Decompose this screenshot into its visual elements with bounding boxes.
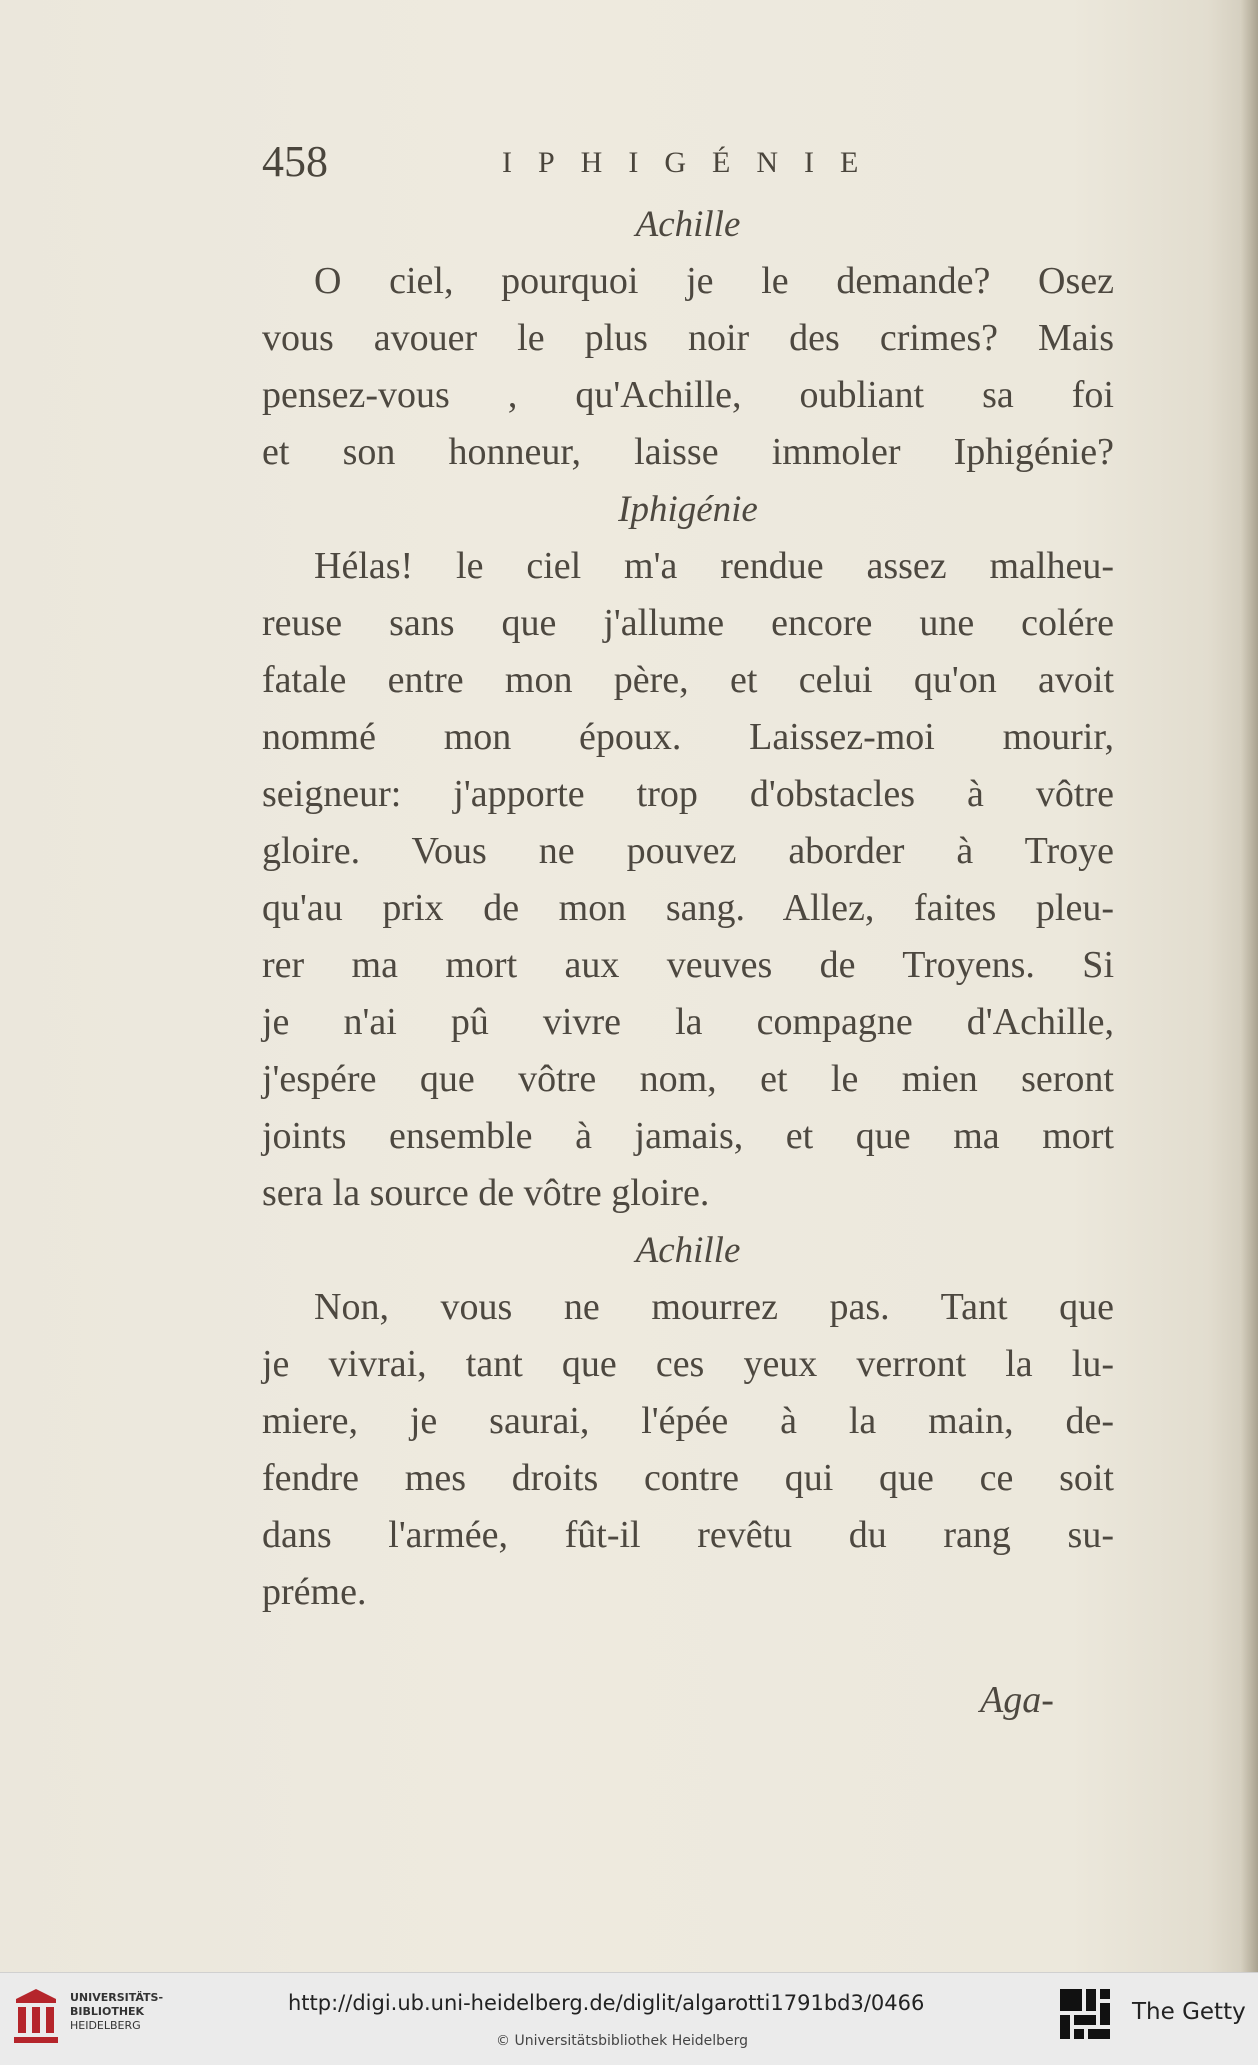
partner-name: The Getty — [1132, 1999, 1246, 2025]
speaker-name: Achille — [635, 204, 741, 245]
speech-line: pensez-vous , qu'Achille, oubliant sa foi — [262, 374, 1114, 416]
speaker-name: Iphigénie — [618, 489, 758, 530]
speech-line: rer ma mort aux veuves de Troyens. Si — [262, 944, 1114, 986]
speech-line: dans l'armée, fût-il revêtu du rang su- — [262, 1514, 1114, 1556]
speech-line: seigneur: j'apporte trop d'obstacles à vôtre — [262, 773, 1114, 815]
library-name-line: BIBLIOTHEK — [70, 2005, 145, 2018]
library-name-line: HEIDELBERG — [70, 2019, 141, 2032]
university-library-logo-icon — [12, 1989, 60, 2045]
speech-line: préme. — [262, 1571, 367, 1613]
permalink-url[interactable]: http://digi.ub.uni-heidelberg.de/diglit/algarotti1791bd3/0466 — [288, 1991, 925, 2015]
speech-line: nommé mon époux. Laissez-moi mourir, — [262, 716, 1114, 758]
speech-line: qu'au prix de mon sang. Allez, faites pleu- — [262, 887, 1114, 929]
speech-line: j'espére que vôtre nom, et le mien seront — [262, 1058, 1114, 1100]
speech-line: reuse sans que j'allume encore une colére — [262, 602, 1114, 644]
speech-line: et son honneur, laisse immoler Iphigénie? — [262, 431, 1114, 473]
speaker-name: Achille — [635, 1230, 741, 1271]
copyright-notice: © Universitätsbibliothek Heidelberg — [496, 2033, 749, 2049]
library-name-line: UNIVERSITÄTS- — [70, 1991, 164, 2004]
speech-line: O ciel, pourquoi je le demande? Osez — [314, 260, 1114, 302]
speech-line: je n'ai pû vivre la compagne d'Achille, — [262, 1001, 1114, 1043]
speech-line: Non, vous ne mourrez pas. Tant que — [314, 1286, 1114, 1328]
getty-logo-icon — [1058, 1987, 1112, 2041]
speech-line: Hélas! le ciel m'a rendue assez malheu- — [314, 545, 1114, 587]
body-text — [262, 196, 1114, 1621]
speech-line: fendre mes droits contre qui que ce soit — [262, 1457, 1114, 1499]
speech-line: vous avouer le plus noir des crimes? Mais — [262, 317, 1114, 359]
page-edge-shadow — [1240, 0, 1258, 1972]
viewer-footer — [0, 1972, 1258, 2065]
page-header — [262, 136, 1142, 196]
speech-line: gloire. Vous ne pouvez aborder à Troye — [262, 830, 1114, 872]
library-name — [70, 1991, 163, 2033]
speech-line: fatale entre mon père, et celui qu'on avoit — [262, 659, 1114, 701]
speech-line: joints ensemble à jamais, et que ma mort — [262, 1115, 1114, 1157]
speech-line: miere, je saurai, l'épée à la main, de- — [262, 1400, 1114, 1442]
running-title: IPHIGÉNIE — [502, 146, 885, 179]
page-number: 458 — [262, 137, 328, 186]
speech-line: je vivrai, tant que ces yeux verront la lu- — [262, 1343, 1114, 1385]
catchword: Aga- — [980, 1679, 1054, 1721]
speech-line: sera la source de vôtre gloire. — [262, 1172, 710, 1214]
